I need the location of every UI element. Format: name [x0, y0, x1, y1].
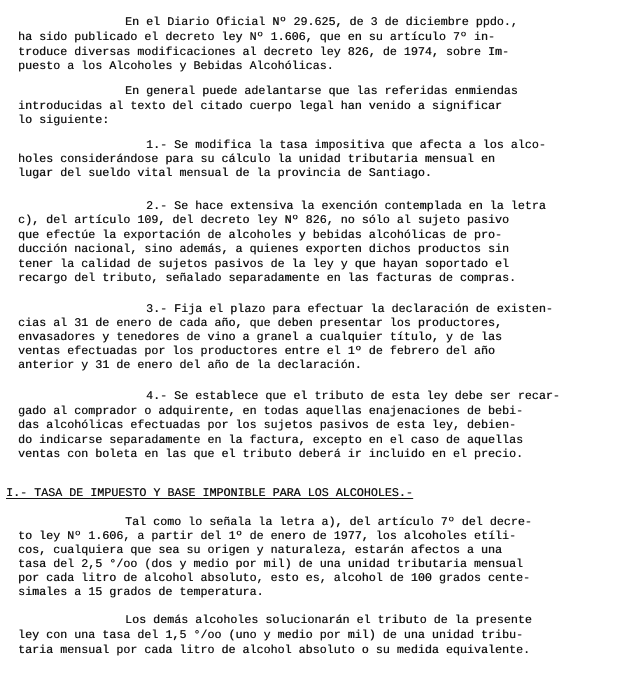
paragraph-4-line-1: Los demás alcoholes solucionarán el tributo de la presente: [125, 613, 532, 627]
item-2-line-4: ducción nacional, sino además, a quienes exporten dichos productos sin: [18, 242, 509, 256]
item-1-line-3: lugar del sueldo vital mensual de la provincia de Santiago.: [18, 166, 432, 180]
item-3-line-3: envasadores y tenedores de vino a granel a cualquier título, y de las: [18, 330, 502, 344]
item-2-line-1: 2.- Se hace extensiva la exención contemplada en la letra: [146, 199, 546, 213]
paragraph-3-line-2: to ley Nº 1.606, a partir del 1º de enero de 1977, los alcoholes etíli-: [18, 529, 516, 543]
item-2-line-2: c), del artículo 109, del decreto ley Nº 826, no sólo al sujeto pasivo: [18, 213, 509, 227]
item-2-line-3: que efectúe la exportación de alcoholes y bebidas alcohólicas de pro-: [18, 228, 502, 242]
item-4-line-1: 4.- Se establece que el tributo de esta ley debe ser recar-: [146, 389, 560, 403]
paragraph-3-line-6: simales a 15 grados de temperatura.: [18, 585, 264, 599]
paragraph-1-line-2: ha sido publicado el decreto ley Nº 1.606, que en su artículo 7º in-: [18, 30, 495, 44]
item-4-line-2: gado al comprador o adquirente, en todas aquellas enajenaciones de bebi-: [18, 404, 523, 418]
item-3-line-4: ventas efectuadas por los productores entre el 1º de febrero del año: [18, 344, 495, 358]
paragraph-3-line-5: por cada litro de alcohol absoluto, esto es, alcohol de 100 grados cente-: [18, 571, 530, 585]
item-4-line-4: do indicarse separadamente en la factura, excepto en el caso de aquellas: [18, 433, 523, 447]
item-3-line-2: cias al 31 de enero de cada año, que deben presentar los productores,: [18, 316, 502, 330]
item-2-line-5: tener la calidad de sujetos pasivos de la ley y que hayan soportado el: [18, 257, 509, 271]
paragraph-1-line-4: puesto a los Alcoholes y Bebidas Alcohólicas.: [18, 59, 334, 73]
item-2-line-6: recargo del tributo, señalado separadamente en las facturas de compras.: [18, 271, 516, 285]
paragraph-4-line-2: ley con una tasa del 1,5 °/oo (uno y medio por mil) de una unidad tribu-: [18, 628, 523, 642]
item-3-line-1: 3.- Fija el plazo para efectuar la declaración de existen-: [146, 302, 553, 316]
paragraph-3-line-1: Tal como lo señala la letra a), del artículo 7º del decre-: [125, 515, 532, 529]
paragraph-4-line-3: taria mensual por cada litro de alcohol absoluto o su medida equivalente.: [18, 643, 530, 657]
paragraph-2-line-1: En general puede adelantarse que las referidas enmiendas: [125, 84, 518, 98]
item-4-line-3: das alcohólicas efectuadas por los sujetos pasivos de esta ley, debien-: [18, 418, 516, 432]
paragraph-3-line-4: tasa del 2,5 °/oo (dos y medio por mil) de una unidad tributaria mensual: [18, 557, 523, 571]
paragraph-2-line-3: lo siguiente:: [18, 113, 110, 127]
paragraph-3-line-3: cos, cualquiera que sea su origen y naturaleza, estarán afectos a una: [18, 543, 502, 557]
item-3-line-5: anterior y 31 de enero del año de la declaración.: [18, 358, 362, 372]
item-4-line-5: ventas con boleta en las que el tributo deberá ir incluido en el precio.: [18, 447, 523, 461]
section-heading: I.- TASA DE IMPUESTO Y BASE IMPONIBLE PARA LOS ALCOHOLES.-: [6, 486, 413, 500]
paragraph-1-line-1: En el Diario Oficial Nº 29.625, de 3 de diciembre ppdo.,: [125, 15, 518, 29]
item-1-line-2: holes considerándose para su cálculo la unidad tributaria mensual en: [18, 152, 495, 166]
paragraph-2-line-2: introducidas al texto del citado cuerpo legal han venido a significar: [18, 99, 502, 113]
item-1-line-1: 1.- Se modifica la tasa impositiva que afecta a los alco-: [146, 138, 546, 152]
paragraph-1-line-3: troduce diversas modificaciones al decreto ley 826, de 1974, sobre Im-: [18, 45, 509, 59]
